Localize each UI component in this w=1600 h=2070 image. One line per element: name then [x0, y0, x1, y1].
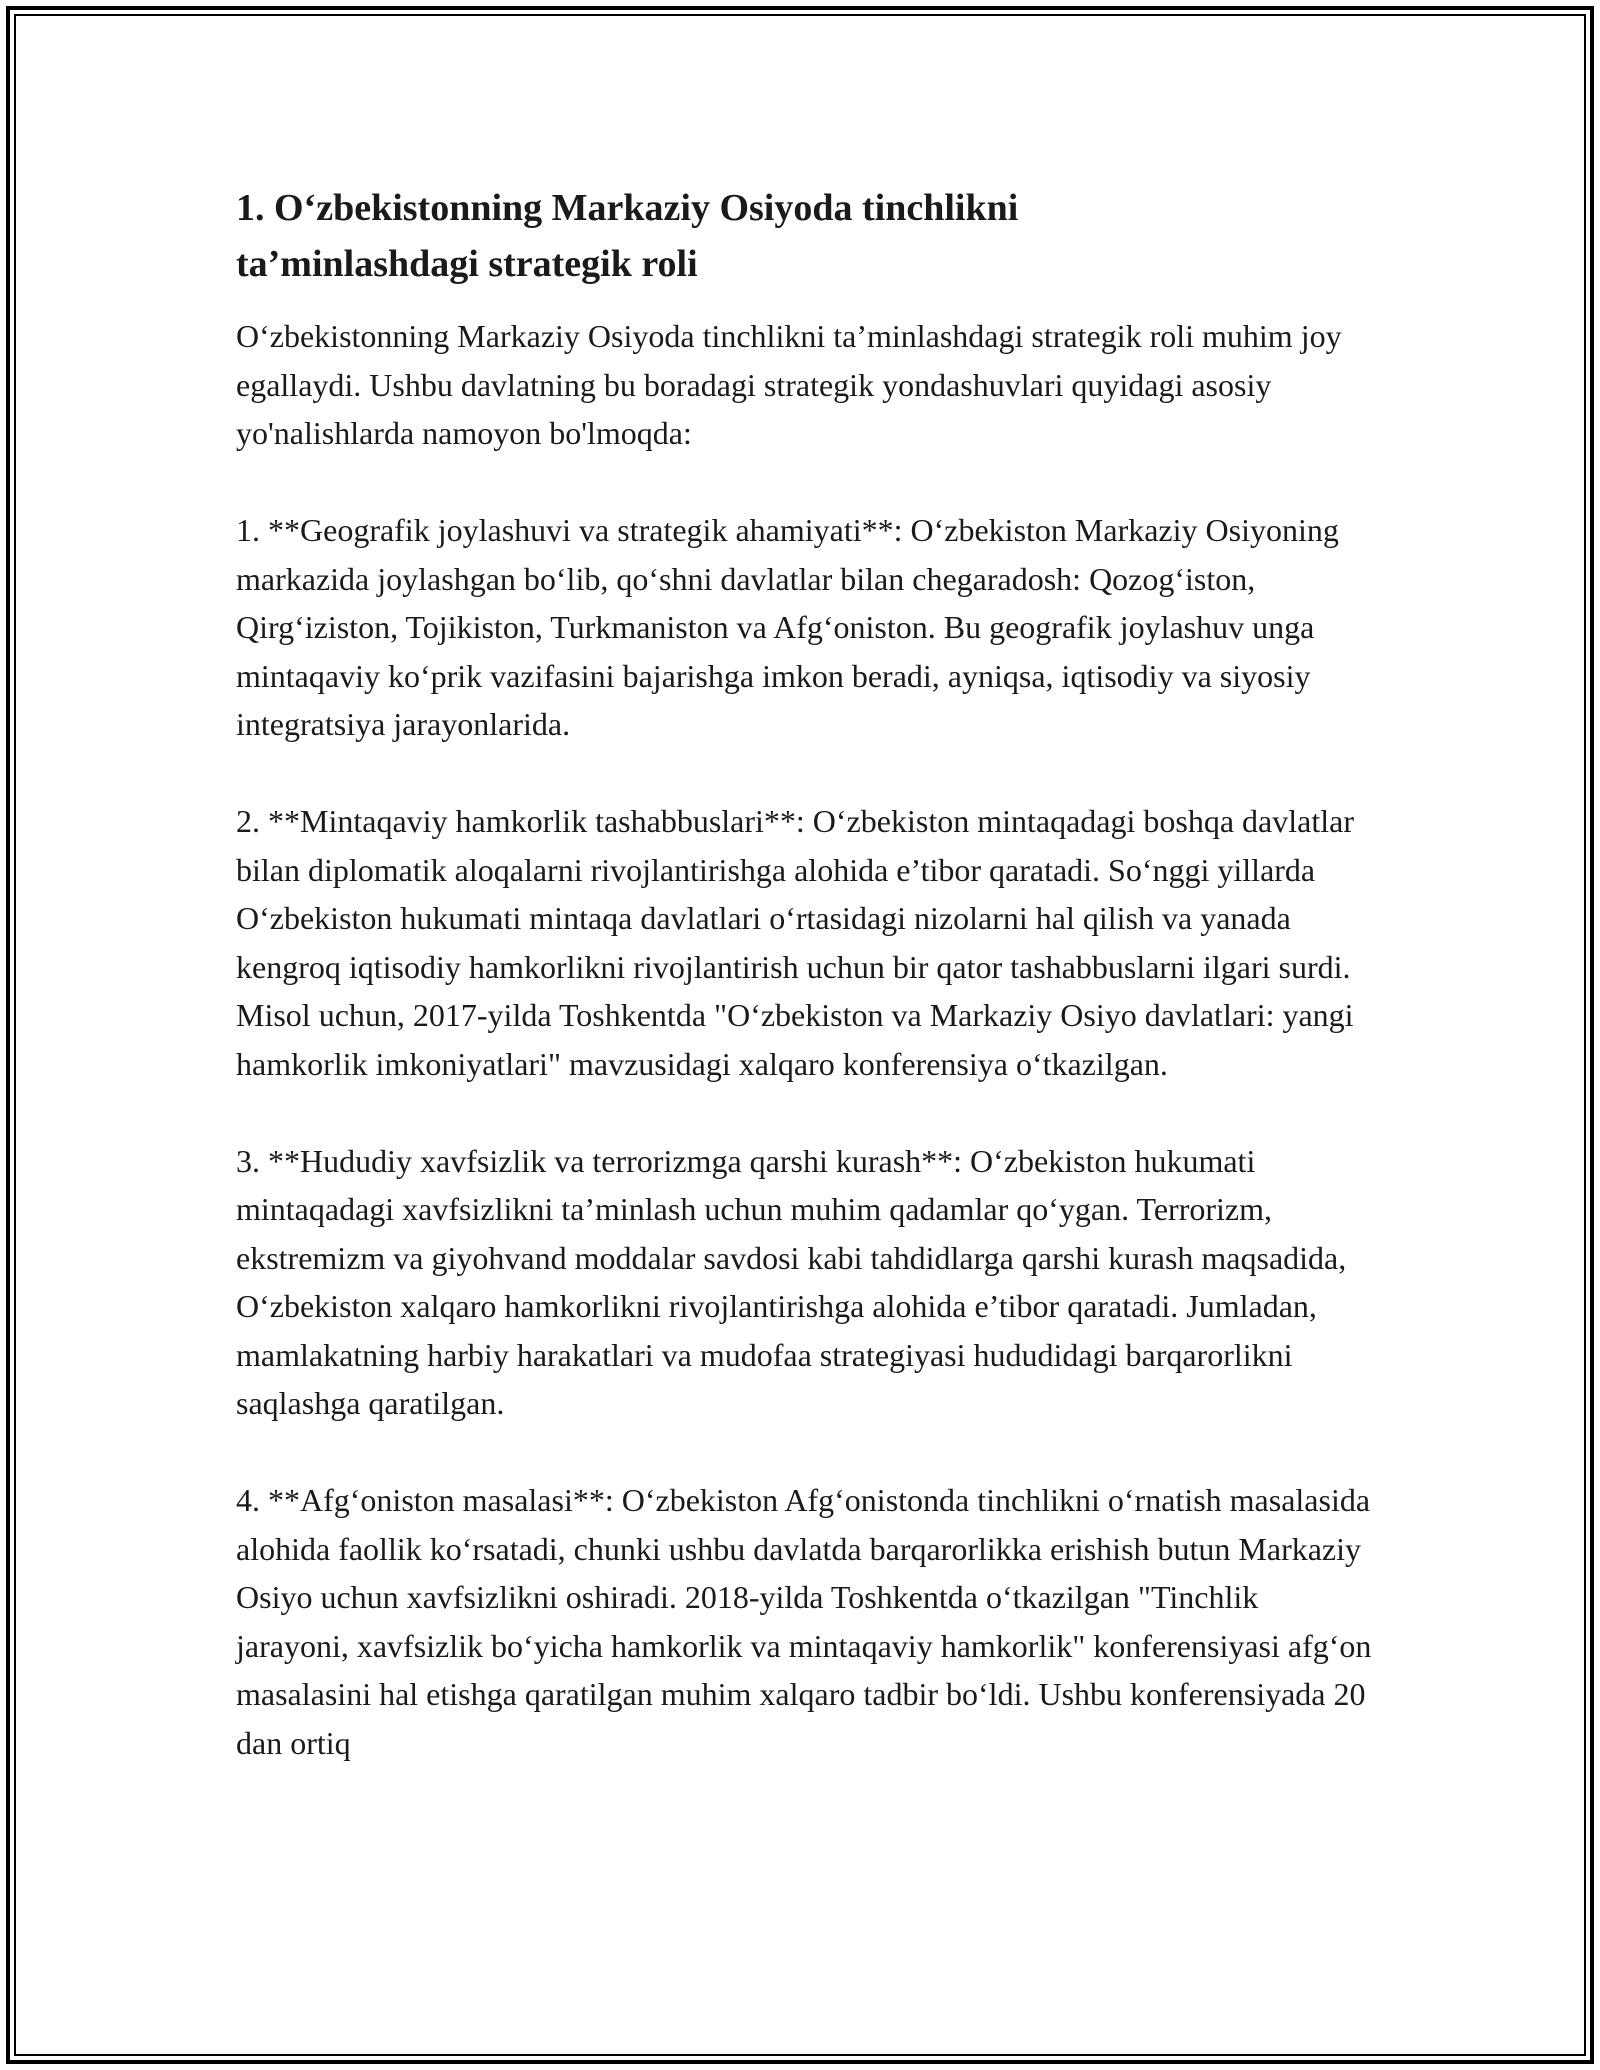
document-page	[236, 180, 1376, 1767]
title-line-1: 1. O‘zbekistonning Markaziy Osiyoda tinchlikni	[236, 187, 1019, 229]
paragraph-afghanistan: 4. **Afg‘oniston masalasi**: O‘zbekiston Afg‘onistonda tinchlikni o‘rnatish masalasida alohida faollik ko‘rsatadi, chunki ushbu davlatda barqarorlikka erishish butun Markaziy Osiyo uchun xavfsizlikni oshiradi. 2018-yilda Toshkentda o‘tkazilgan "Tinchlik jarayoni, xavfsizlik bo‘yicha hamkorlik va mintaqaviy hamkorlik" konferensiyasi afg‘on masalasini hal etishga qaratilgan muhim xalqaro tadbir bo‘ldi. Ushbu konferensiyada 20 dan ortiq	[236, 1482, 1372, 1761]
paragraph-security: 3. **Hududiy xavfsizlik va terrorizmga qarshi kurash**: O‘zbekiston hukumati mintaqadagi xavfsizlikni ta’minlash uchun muhim qadamlar qo‘ygan. Terrorizm, ekstremizm va giyohvand moddalar savdosi kabi tahdidlarga qarshi kurash maqsadida, O‘zbekiston xalqaro hamkorlikni rivojlantirishga alohida e’tibor qaratadi. Jumladan, mamlakatning harbiy harakatlari va mudofaa strategiyasi hududidagi barqarorlikni saqlashga qaratilgan.	[236, 1142, 1347, 1421]
paragraph-regional-cooperation: 2. **Mintaqaviy hamkorlik tashabbuslari**: O‘zbekiston mintaqadagi boshqa davlatlar bilan diplomatik aloqalarni rivojlantirishga alohida e’tibor qaratadi. So‘nggi yillarda O‘zbekiston hukumati mintaqa davlatlari o‘rtasidagi nizolarni hal qilish va yanada kengroq iqtisodiy hamkorlikni rivojlantirish uchun bir qator tashabbuslarni ilgari surdi. Misol uchun, 2017-yilda Toshkentda "O‘zbekiston va Markaziy Osiyo davlatlari: yangi hamkorlik imkoniyatlari" mavzusidagi xalqaro konferensiya o‘tkazilgan.	[236, 803, 1354, 1082]
title-line-2: ta’minlashdagi strategik roli	[236, 243, 698, 285]
paragraph-geography: 1. **Geografik joylashuvi va strategik ahamiyati**: O‘zbekiston Markaziy Osiyoning markazida joylashgan bo‘lib, qo‘shni davlatlar bilan chegaradosh: Qozog‘iston, Qirg‘iziston, Tojikiston, Turkmaniston va Afg‘oniston. Bu geografik joylashuv unga mintaqaviy ko‘prik vazifasini bajarishga imkon beradi, ayniqsa, iqtisodiy va siyosiy integratsiya jarayonlarida.	[236, 512, 1339, 742]
document-title	[236, 180, 1376, 292]
intro-paragraph: O‘zbekistonning Markaziy Osiyoda tinchlikni ta’minlashdagi strategik roli muhim joy egallaydi. Ushbu davlatning bu boradagi strategik yondashuvlari quyidagi asosiy yo'nalishlarda namoyon bo'lmoqda:	[236, 318, 1342, 451]
